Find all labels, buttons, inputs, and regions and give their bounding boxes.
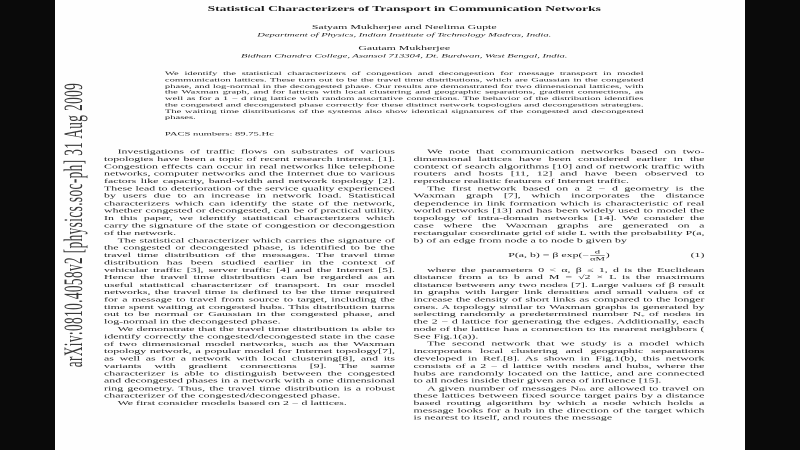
right-column <box>414 148 705 422</box>
paragraph: We demonstrate that the travel time distribution is able to identify correctly the congested/decongested state in the case of two dimensional model networks, such as the Waxman topology network, a popular model for Internet topology[7], as well as for a network with local clustering[8], and its variants with gradient connections [9]. The same characterizer is able to distinguish between the congested and decongested phases in a network with a one dimensional ring geometry. Thus, the travel time distribution is a robust characterizer of the congested/decongested phase. <box>104 326 395 400</box>
equation-expression <box>508 249 609 263</box>
paper-page <box>55 0 745 450</box>
fraction-numerator: d <box>590 249 605 256</box>
paragraph: where the parameters 0 < α, β ≤ 1, d is the Euclidean distance from a to b and M = √2 × L is the maximum distance between any two nodes [7]. Large values of β result in graphs with larger link densities and small values of α increase the density of short links as compared to the longer ones. A topology similar to Waxman graphs is generated by selecting randomly a predetermined number Nᵥ of nodes in the 2 − d lattice for generating the edges. Additionally, each node of the lattice has a connection to its nearest neighbors ( See Fig.1(a)). <box>413 267 705 341</box>
paragraph: The first network based on a 2 − d geometry is the Waxman graph [7], which incorporates the distance dependence in link formation which is characteristic of real world networks [13] and has been widely used to model the topology of intra-domain networks [14]. We consider the case where the Waxman graphs are generated on a rectangular coordinate grid of side L with the probability P(a, b) of an edge from node a to node b given by <box>413 185 705 244</box>
equation-fraction <box>590 249 605 263</box>
abstract-text: We identify the statistical characterizers of congestion and decongestion for message transport in model communication lattices. These turn out to be the travel time distributions, which are Gaussian in the congested phase, and log-normal in the decongested phase. Our results are demonstrated for two dimensional lattices, with the Waxman graph, and for lattices with local clustering and geographic separations, gradient connections, as well as for a 1 − d ring lattice with random assortative connections. The behavior of the distribution identifies the congested and decongested phase correctly for these distinct network topologies and decongestion strategies. The waiting time distributions of the systems also show identical signatures of the congested and decongested phases. <box>164 70 644 121</box>
equation-close-paren: ) <box>605 252 610 259</box>
equation-lhs: P(a, b) = β exp(− <box>508 252 590 259</box>
affiliation-2: Bidhan Chandra College, Asansol 713304, Dt. Burdwan, West Bengal, India. <box>241 52 568 59</box>
paper-title: Statistical Characterizers of Transport in Communication Networks <box>207 5 601 13</box>
paragraph: We note that communication networks based on two-dimensional lattices have been considered earlier in the context of search algorithms [10] and of network traffic with routers and hosts [11, 12] and have been observed to reproduce realistic features of Internet traffic. <box>413 148 705 185</box>
paragraph: Investigations of traffic flows on substrates of various topologies have been a topic of recent research interest. [1]. Congestion effects can occur in real networks like telephone networks, computer networks and the Internet due to various factors like capacity, band-width and network topology [2]. These lead to deterioration of the service quality experienced by users due to an increase in network load. Statistical characterizers which can identify the state of the network, whether congested or decongested, can be of practical utility. In this paper, we identify statistical characterizers which carry the signature of the state of congestion or decongestion of the network. <box>104 148 395 237</box>
author-line-1: Satyam Mukherjee and Neelima Gupte <box>311 24 497 31</box>
page-body <box>55 0 745 422</box>
paragraph: The statistical characterizer which carries the signature of the congested or decongested phase, is identified to be the travel time distribution of the messages. The travel time distribution has been studied earlier in the context of vehicular traffic [3], server traffic [4] and the Internet [5]. Hence the travel time distribution can be regarded as an useful statistical characterizer of transport. In our model networks, the travel time is defined to be the time required for a message to travel from source to target, including the time spent waiting at congested hubs. This distribution turns out to be normal or Gaussian in the congested phase, and log-normal in the decongested phase. <box>104 237 395 326</box>
paragraph: We first consider models based on 2 − d lattices. <box>117 400 347 407</box>
fraction-denominator: αM <box>589 255 605 262</box>
equation-number: (1) <box>690 252 705 259</box>
paragraph: The second network that we study is a model which incorporates local clustering and geographic separations developed in Ref.[8]. As shown in Fig.1(b), this network consists of a 2 − d lattice with nodes and hubs, where the hubs are randomly located on the lattice, and are connected to all nodes inside their given area of influence [15]. <box>413 341 705 385</box>
author-line-2: Gautam Mukherjee <box>358 45 451 52</box>
arxiv-stamp: arXiv:0810.4058v2 [physics.soc-ph] 31 Aug 2009 <box>58 82 88 368</box>
left-column <box>104 148 395 422</box>
two-column-body <box>104 148 704 422</box>
affiliation-1: Department of Physics, Indian Institute of Technology Madras, India. <box>257 32 552 39</box>
paper-page-content <box>55 0 745 450</box>
pacs-line: PACS numbers: 89.75.Hc <box>164 130 274 137</box>
equation-1 <box>414 249 705 263</box>
paragraph: A given number of messages Nₘ are allowed to travel on these lattices between fixed source target pairs by a distance based routing algorithm by which a node which holds a message looks for a hub in the direction of the target which is nearest to itself, and routes the message <box>413 385 705 422</box>
